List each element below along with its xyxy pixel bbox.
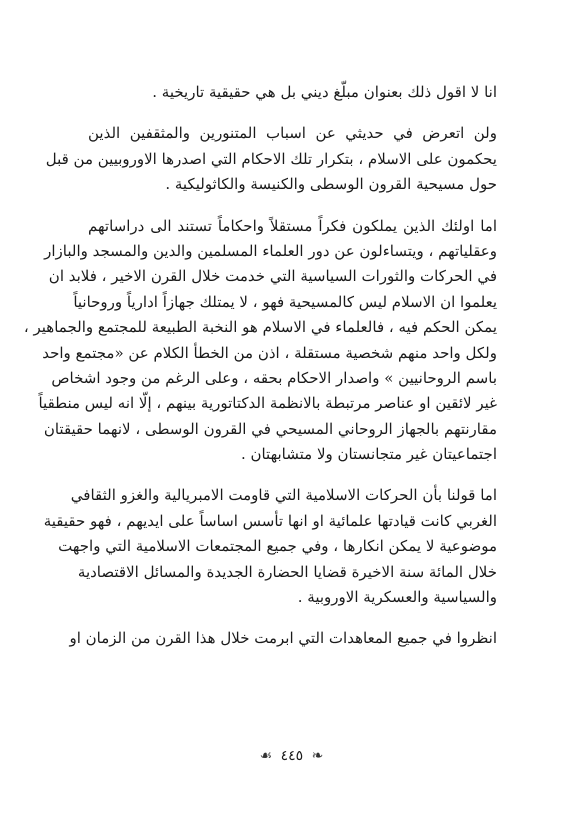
left-ornament-icon: ☙ (259, 748, 273, 764)
paragraph (23, 214, 497, 468)
right-ornament-icon: ❧ (311, 748, 324, 764)
page-number-footer (0, 748, 583, 764)
paragraph (69, 626, 497, 651)
text-line: موضوعية لا يمكن انكارها ، وفي جميع المجتمعات الاسلامية التي واجهت (58, 537, 497, 556)
text-line: خلال المائة سنة الاخيرة قضايا الحضارة الجديدة والمسائل الاقتصادية (77, 562, 497, 581)
paragraph-gap (88, 105, 497, 121)
paragraph-gap (88, 610, 497, 626)
paragraph-gap (88, 467, 497, 483)
text-line: انا لا اقول ذلك بعنوان مبلّغ ديني بل هي حقيقية تاريخية . (152, 83, 497, 101)
paragraph (45, 121, 497, 197)
paragraph (43, 483, 497, 610)
text-line: حول مسيحية القرون الوسطى والكنيسة والكاثوليكية . (165, 175, 497, 194)
text-line: في الحركات والثورات السياسية التي خدمت خلال القرن الاخير ، فلابد ان (48, 267, 497, 286)
text-line: غير لائقين او عناصر مرتبطة بالانظمة الدكتاتورية بينهم ، إلّا انه ليس منطقياً (38, 394, 497, 413)
text-line: اجتماعيتان غير متجانستان ولا متشابهتان . (240, 445, 497, 464)
text-line: يحكمون على الاسلام ، بتكرار تلك الاحكام التي اصدرها الاوروبيين من قبل (45, 149, 497, 168)
text-line: باسم الروحانيين » واصدار الاحكام بحقه ، وعلى الرغم من وجود اشخاص (51, 368, 497, 387)
body-text (23, 80, 497, 652)
text-line: الغربي كانت قيادتها علمائية او انها تأسس اساساً على ايديهم ، فهو حقيقية (43, 511, 497, 530)
paragraph (88, 80, 497, 105)
text-line: اما اولئك الذين يملكون فكراً مستقلاً واحكاماً تستند الى دراساتهم (88, 216, 497, 235)
text-line: يمكن الحكم فيه ، فالعلماء في الاسلام هو النخبة الطبيعة للمجتمع والجماهير ، (23, 318, 497, 337)
text-line: وعقلياتهم ، ويتساءلون عن دور العلماء المسلمين والدين والمسجد والبازار (44, 241, 497, 260)
text-line: والسياسية والعسكرية الاوروبية . (297, 588, 497, 607)
text-line: ولكل واحد منهم شخصية مستقلة ، اذن من الخطأ الكلام عن «مجتمع واحد (42, 343, 497, 362)
text-line: اما قولنا بأن الحركات الاسلامية التي قاومت الامبريالية والغزو الثقافي (70, 486, 497, 505)
text-line: مقارنتهم بالجهاز الروحاني المسيحي في القرون الوسطى ، لانهما حقيقتان (43, 419, 497, 438)
text-line: ولن اتعرض في حديثي عن اسباب المتنورين والمثقفين الذين (88, 124, 497, 143)
text-line: يعلموا ان الاسلام ليس كالمسيحية فهو ، لا يمتلك جهازاً ادارياً وروحانياً (73, 292, 497, 311)
paragraph-gap (88, 198, 497, 214)
text-line: انظروا في جميع المعاهدات التي ابرمت خلال هذا القرن من الزمان او (69, 629, 497, 648)
page-number: ٤٤٥ (280, 748, 304, 764)
